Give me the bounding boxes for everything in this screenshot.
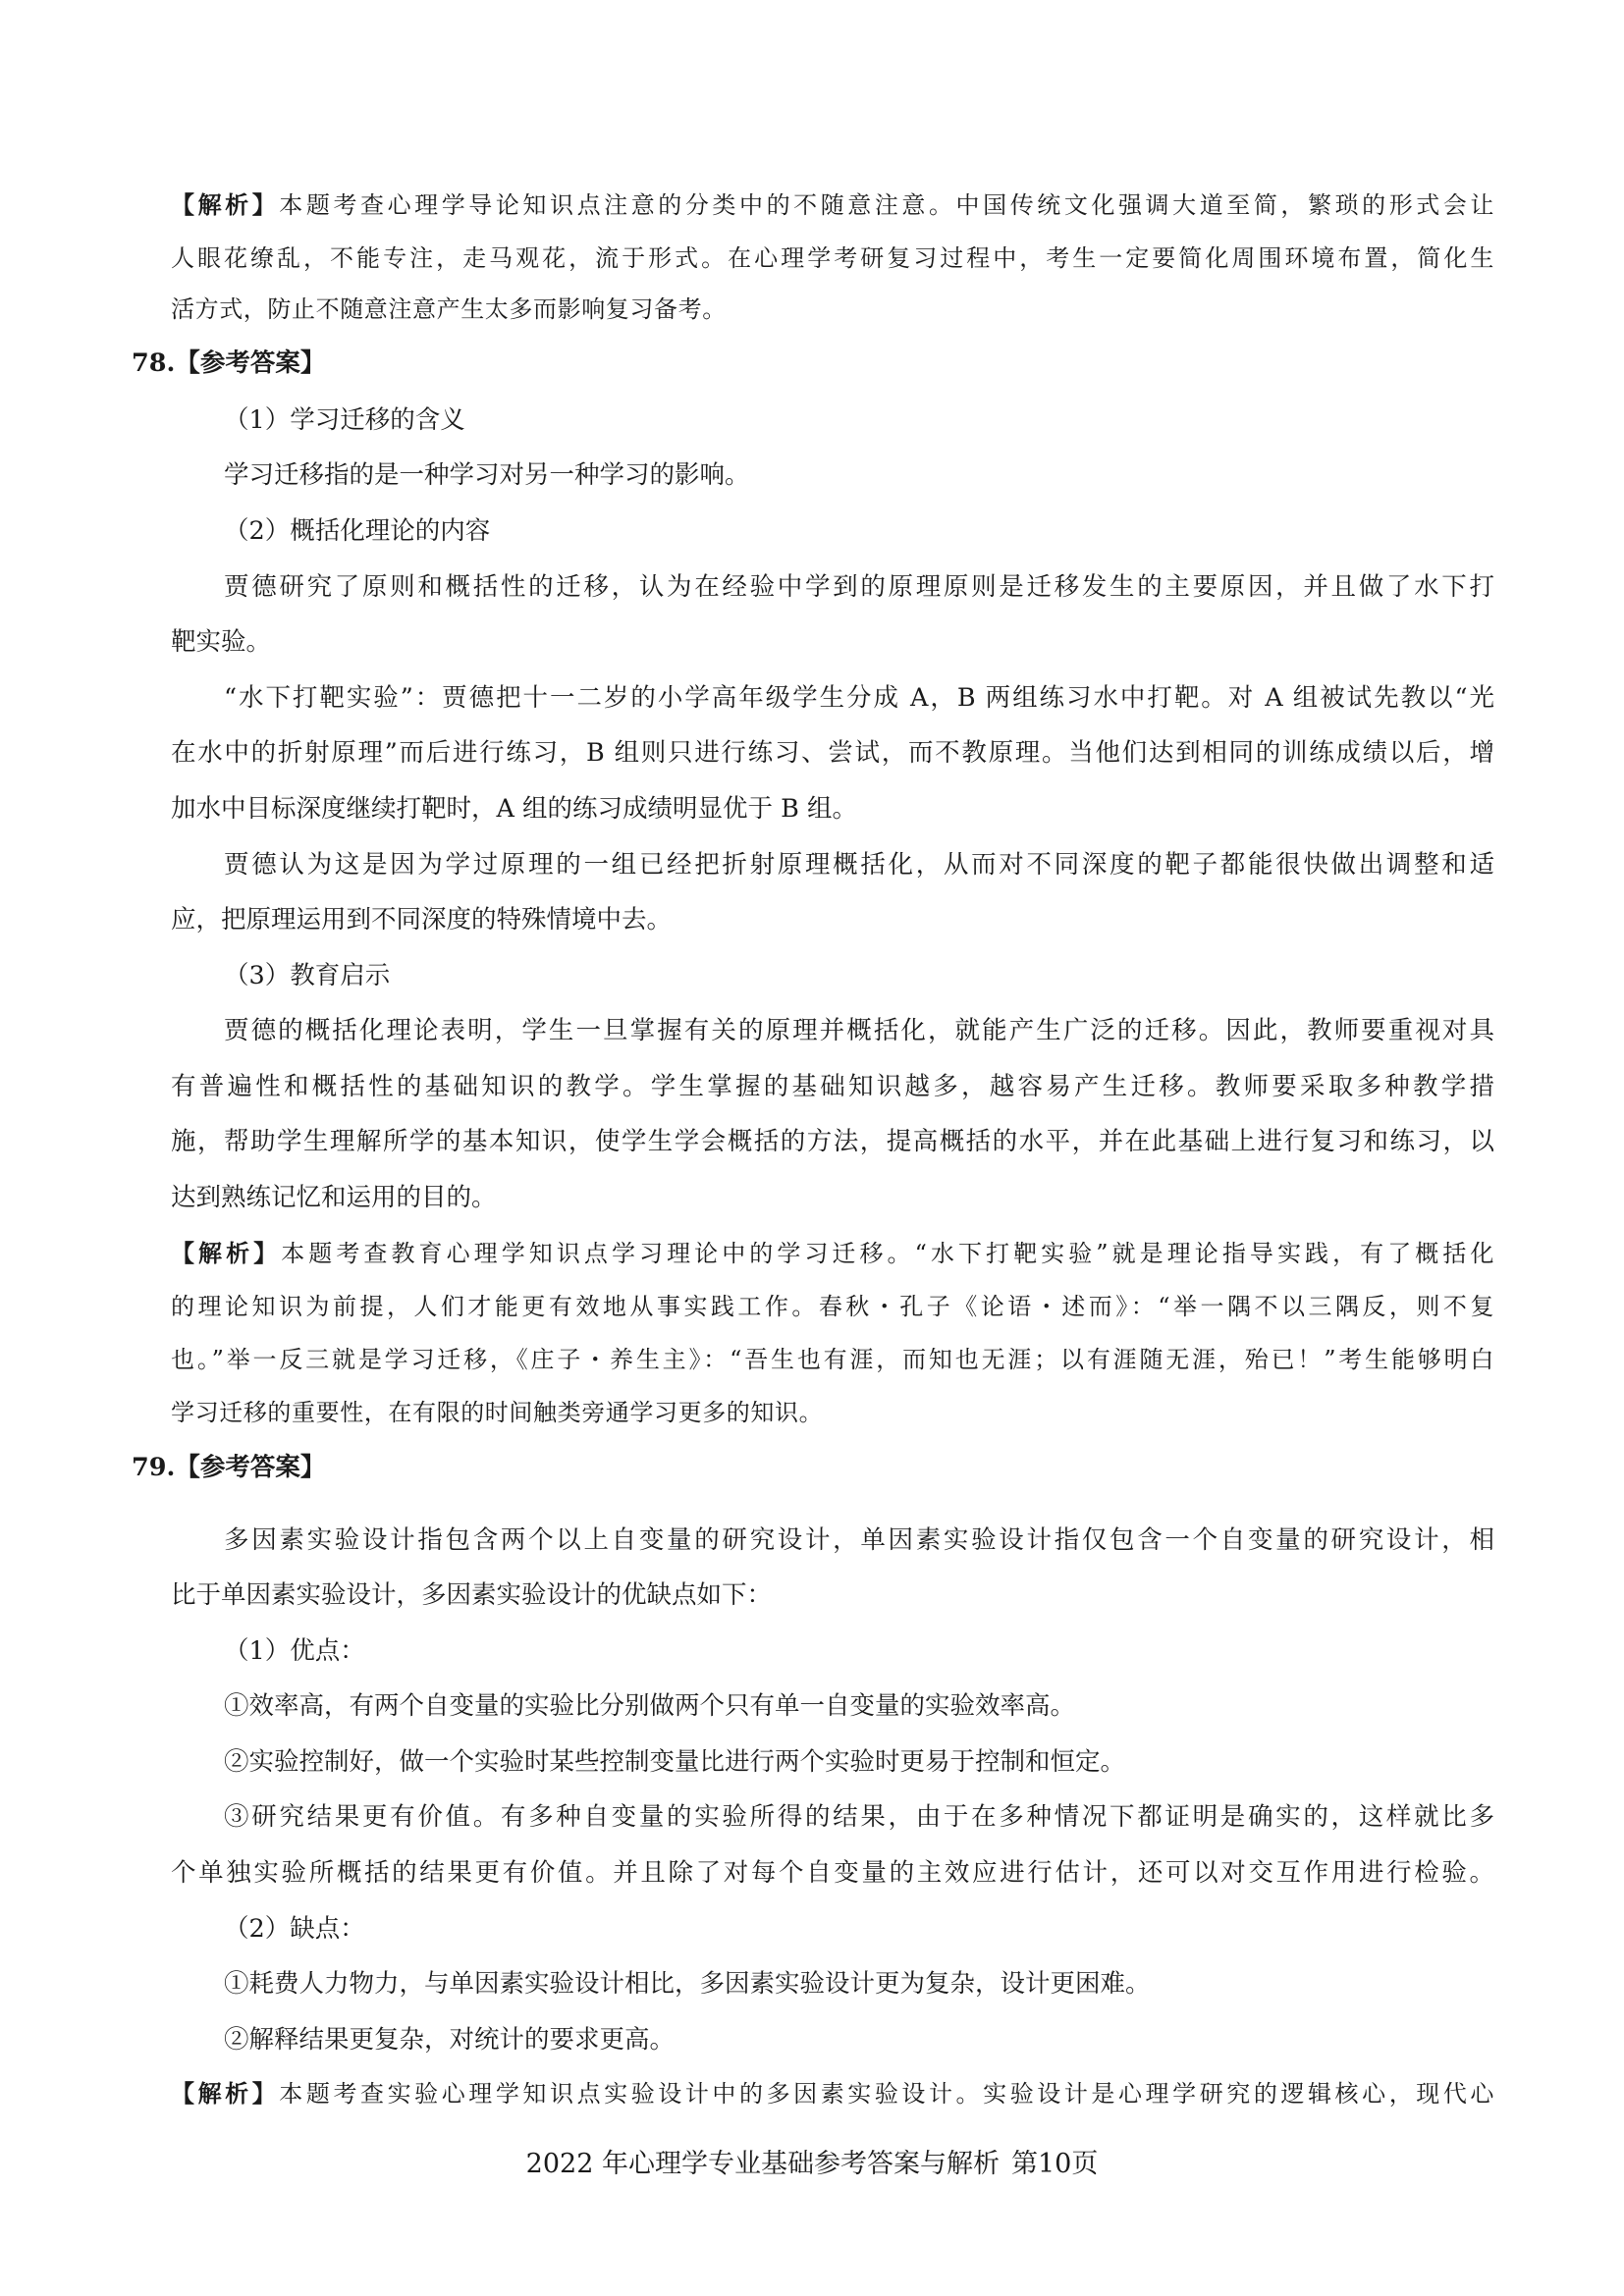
- body-line: 贾德的概括化理论表明，学生一旦掌握有关的原理并概括化，就能产生广泛的迁移。因此，教师要重视对具: [224, 1016, 1494, 1045]
- body-line: 贾德认为这是因为学过原理的一组已经把折射原理概括化，从而对不同深度的靶子都能很快做出调整和适: [224, 850, 1494, 880]
- body-line: 多因素实验设计指包含两个以上自变量的研究设计，单因素实验设计指仅包含一个自变量的研究设计，相: [224, 1525, 1494, 1555]
- body-line: ①耗费人力物力，与单因素实验设计相比，多因素实验设计更为复杂，设计更困难。: [224, 1969, 1151, 1999]
- body-line: 加水中目标深度继续打靶时，A 组的练习成绩明显优于 B 组。: [171, 794, 857, 824]
- question-78-header: [132, 347, 325, 380]
- page-number: 第10页: [1010, 2149, 1099, 2179]
- analysis-label: 【解析】: [171, 2079, 280, 2108]
- body-line: 靶实验。: [171, 627, 272, 657]
- section-heading: （1）学习迁移的含义: [224, 405, 465, 435]
- body-line: 施，帮助学生理解所学的基本知识，使学生学会概括的方法，提高概括的水平，并在此基础上进行复习和练习，以: [171, 1127, 1494, 1156]
- question-number: 79.: [132, 1453, 176, 1482]
- footer-title: 2022 年心理学专业基础参考答案与解析: [525, 2149, 1000, 2179]
- body-line: 贾德研究了原则和概括性的迁移，认为在经验中学到的原理原则是迁移发生的主要原因，并且做了水下打: [224, 572, 1494, 602]
- body-line: 有普遍性和概括性的基础知识的教学。学生掌握的基础知识越多，越容易产生迁移。教师要采取多种教学措: [171, 1072, 1494, 1101]
- analysis-line: 学习迁移的重要性，在有限的时间触类旁通学习更多的知识。: [171, 1399, 824, 1426]
- body-line: 达到熟练记忆和运用的目的。: [171, 1183, 497, 1212]
- question-79-header: [132, 1451, 325, 1484]
- body-line: “水下打靶实验”：贾德把十一二岁的小学高年级学生分成 A，B 两组练习水中打靶。对 A 组被试先教以“光: [224, 683, 1494, 713]
- body-line: ②解释结果更复杂，对统计的要求更高。: [224, 2025, 676, 2055]
- analysis-line: 活方式，防止不随意注意产生太多而影响复习备考。: [171, 295, 727, 323]
- analysis-line: 【解析】本题考查实验心理学知识点实验设计中的多因素实验设计。实验设计是心理学研究的逻辑核心，现代心: [171, 2079, 1495, 2108]
- analysis-line: 也。”举一反三就是学习迁移，《庄子・养生主》：“吾生也有涯，而知也无涯；以有涯随无涯，殆已！”考生能够明白: [171, 1346, 1494, 1373]
- body-line: 应，把原理运用到不同深度的特殊情境中去。: [171, 905, 673, 934]
- body-line: ②实验控制好，做一个实验时某些控制变量比进行两个实验时更易于控制和恒定。: [224, 1747, 1126, 1777]
- analysis-label: 【解析】: [171, 190, 280, 219]
- section-heading: （1）优点：: [224, 1636, 365, 1666]
- analysis-label: 【解析】: [171, 1239, 282, 1267]
- analysis-line: 的理论知识为前提，人们才能更有效地从事实践工作。春秋・孔子《论语・述而》：“举一隅不以三隅反，则不复: [171, 1293, 1494, 1320]
- analysis-line: 人眼花缭乱，不能专注，走马观花，流于形式。在心理学考研复习过程中，考生一定要简化周围环境布置，简化生: [171, 244, 1494, 272]
- body-line: 个单独实验所概括的结果更有价值。并且除了对每个自变量的主效应进行估计，还可以对交互作用进行检验。: [171, 1858, 1494, 1888]
- analysis-line: 【解析】本题考查心理学导论知识点注意的分类中的不随意注意。中国传统文化强调大道至简，繁琐的形式会让: [171, 190, 1495, 219]
- section-heading: （2）缺点：: [224, 1914, 365, 1944]
- body-line: 学习迁移指的是一种学习对另一种学习的影响。: [224, 460, 750, 490]
- body-line: ①效率高，有两个自变量的实验比分别做两个只有单一自变量的实验效率高。: [224, 1691, 1076, 1721]
- question-number: 78.: [132, 348, 176, 378]
- page-footer: [0, 2147, 1624, 2182]
- body-line: ③研究结果更有价值。有多种自变量的实验所得的结果，由于在多种情况下都证明是确实的，这样就比多: [224, 1802, 1494, 1832]
- body-line: 比于单因素实验设计，多因素实验设计的优缺点如下：: [171, 1580, 773, 1610]
- answer-label: 【参考答案】: [175, 1453, 326, 1482]
- analysis-line: 【解析】本题考查教育心理学知识点学习理论中的学习迁移。“水下打靶实验”就是理论指导实践，有了概括化: [171, 1239, 1494, 1267]
- section-heading: （2）概括化理论的内容: [224, 516, 491, 546]
- body-line: 在水中的折射原理”而后进行练习，B 组则只进行练习、尝试，而不教原理。当他们达到相同的训练成绩以后，增: [171, 738, 1494, 768]
- section-heading: （3）教育启示: [224, 961, 391, 990]
- answer-label: 【参考答案】: [175, 348, 326, 378]
